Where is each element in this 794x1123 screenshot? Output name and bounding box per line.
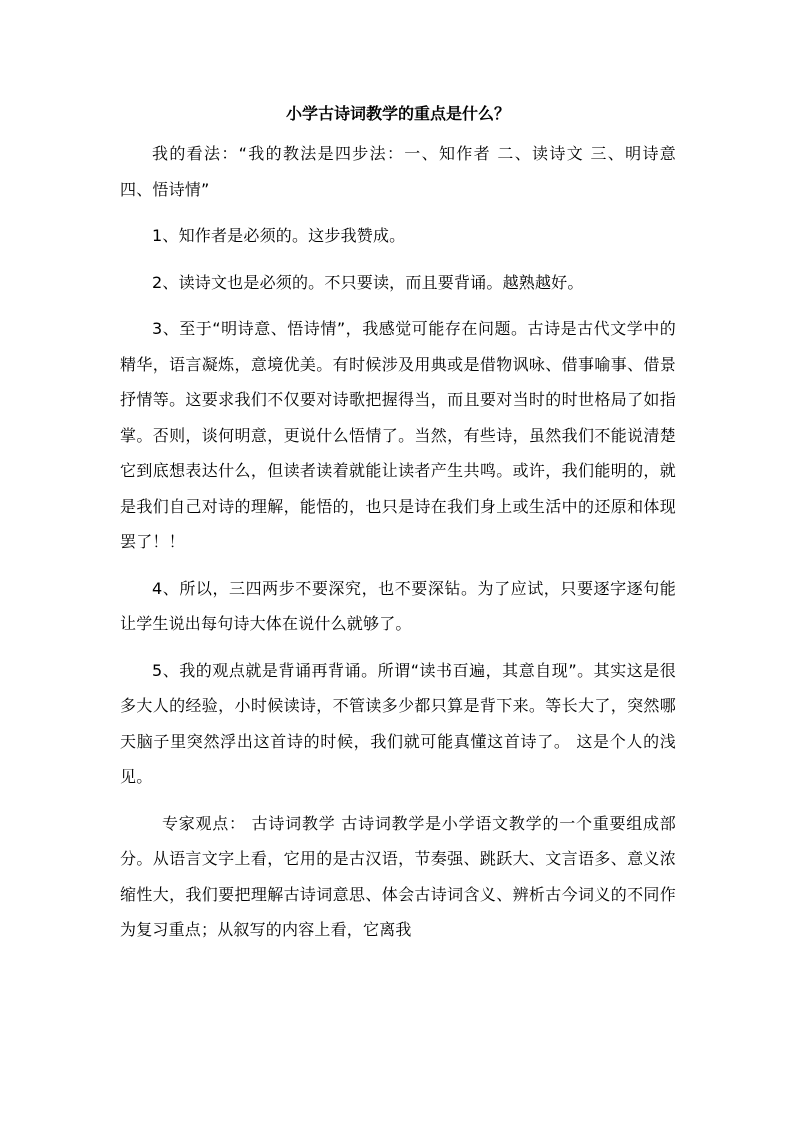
paragraph-point-4: 4、所以，三四两步不要深究，也不要深钻。为了应试，只要逐字逐句能让学生说出每句诗大体在说什么就够了。 bbox=[120, 578, 676, 633]
paragraph-my-view: 我的看法：“我的教法是四步法：一、知作者 二、读诗文 三、明诗意 四、悟诗情” bbox=[120, 144, 676, 199]
paragraph-point-2: 2、读诗文也是必须的。不只要读，而且要背诵。越熟越好。 bbox=[152, 272, 584, 292]
paragraph-point-5: 5、我的观点就是背诵再背诵。所谓“读书百遍，其意自现”。其实这是很多大人的经验，小时候读诗，不管读多少都只算是背下来。等长大了，突然哪天脑子里突然浮出这首诗的时候，我们就可能真懂这首诗了。 这是个人的浅见。 bbox=[120, 660, 676, 786]
document-title: 小学古诗词教学的重点是什么？ bbox=[285, 104, 510, 123]
paragraph-expert-view: 专家观点： 古诗词教学 古诗词教学是小学语文教学的一个重要组成部分。从语言文字上看，它用的是古汉语，节奏强、跳跃大、文言语多、意义浓缩性大，我们要把理解古诗词意思、体会古诗词含义、辨析古今词义的不同作为复习重点；从叙写的内容上看，它离我 bbox=[120, 813, 676, 939]
paragraph-point-1: 1、知作者是必须的。这步我赞成。 bbox=[152, 226, 406, 245]
paragraph-point-3: 3、至于“明诗意、悟诗情”，我感觉可能存在问题。古诗是古代文学中的精华，语言凝炼，意境优美。有时候涉及用典或是借物讽咏、借事喻事、借景抒情等。这要求我们不仅要对诗歌把握得当，而且要对当时的时世格局了如指掌。否则，谈何明意，更说什么悟情了。当然，有些诗，虽然我们不能说清楚它到底想表达什么，但读者读着就能让读者产生共鸣。或许，我们能明的，就是我们自己对诗的理解，能悟的，也只是诗在我们身上或生活中的还原和体现罢了！！ bbox=[120, 319, 676, 551]
document-body bbox=[120, 96, 676, 959]
